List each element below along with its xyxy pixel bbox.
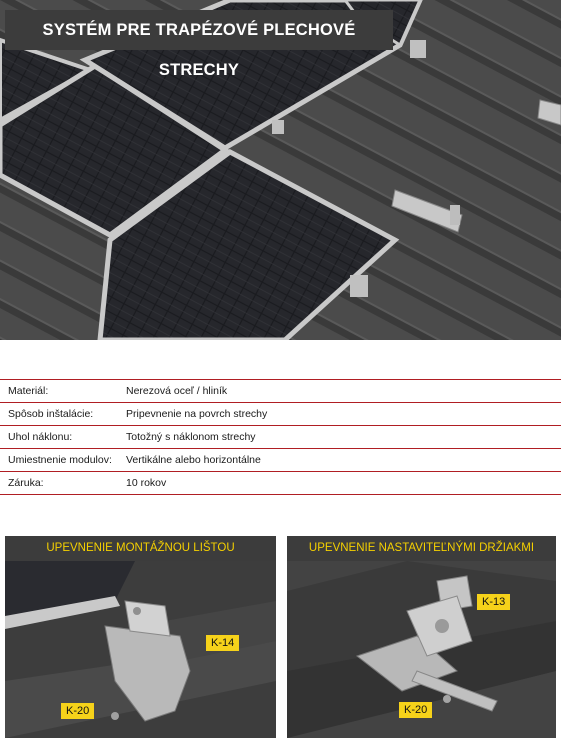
spec-value: Totožný s náklonom strechy (126, 431, 256, 443)
hero-title: SYSTÉM PRE TRAPÉZOVÉ PLECHOVÉ STRECHY (5, 10, 393, 50)
spec-value: Pripevnenie na povrch strechy (126, 408, 268, 420)
spec-label: Záruka: (8, 477, 44, 489)
spec-label: Umiestnenie modulov: (8, 454, 112, 466)
callout-k20: K-20 (61, 703, 94, 719)
rail-mount-panel (5, 536, 276, 738)
spec-value: Vertikálne alebo horizontálne (126, 454, 261, 466)
callout-k20: K-20 (399, 702, 432, 718)
adjustable-bracket-panel (287, 536, 556, 738)
spec-row-material (0, 379, 561, 402)
spec-row-installation (0, 402, 561, 425)
spec-label: Materiál: (8, 385, 49, 397)
spec-table (0, 379, 561, 495)
rail-mount-title: UPEVNENIE MONTÁŽNOU LIŠTOU (5, 536, 276, 561)
spec-label: Spôsob inštalácie: (8, 408, 94, 420)
callout-k13: K-13 (477, 594, 510, 610)
spec-row-warranty (0, 471, 561, 495)
adjustable-bracket-title: UPEVNENIE NASTAVITEĽNÝMI DRŽIAKMI (287, 536, 556, 561)
spec-row-orientation (0, 448, 561, 471)
spec-value: 10 rokov (126, 477, 167, 489)
spec-value: Nerezová oceľ / hliník (126, 385, 228, 397)
solar-roof-illustration (0, 0, 561, 340)
hero-image (0, 0, 561, 340)
callout-k14: K-14 (206, 635, 239, 651)
spec-label: Uhol náklonu: (8, 431, 73, 443)
spec-row-tilt (0, 425, 561, 448)
